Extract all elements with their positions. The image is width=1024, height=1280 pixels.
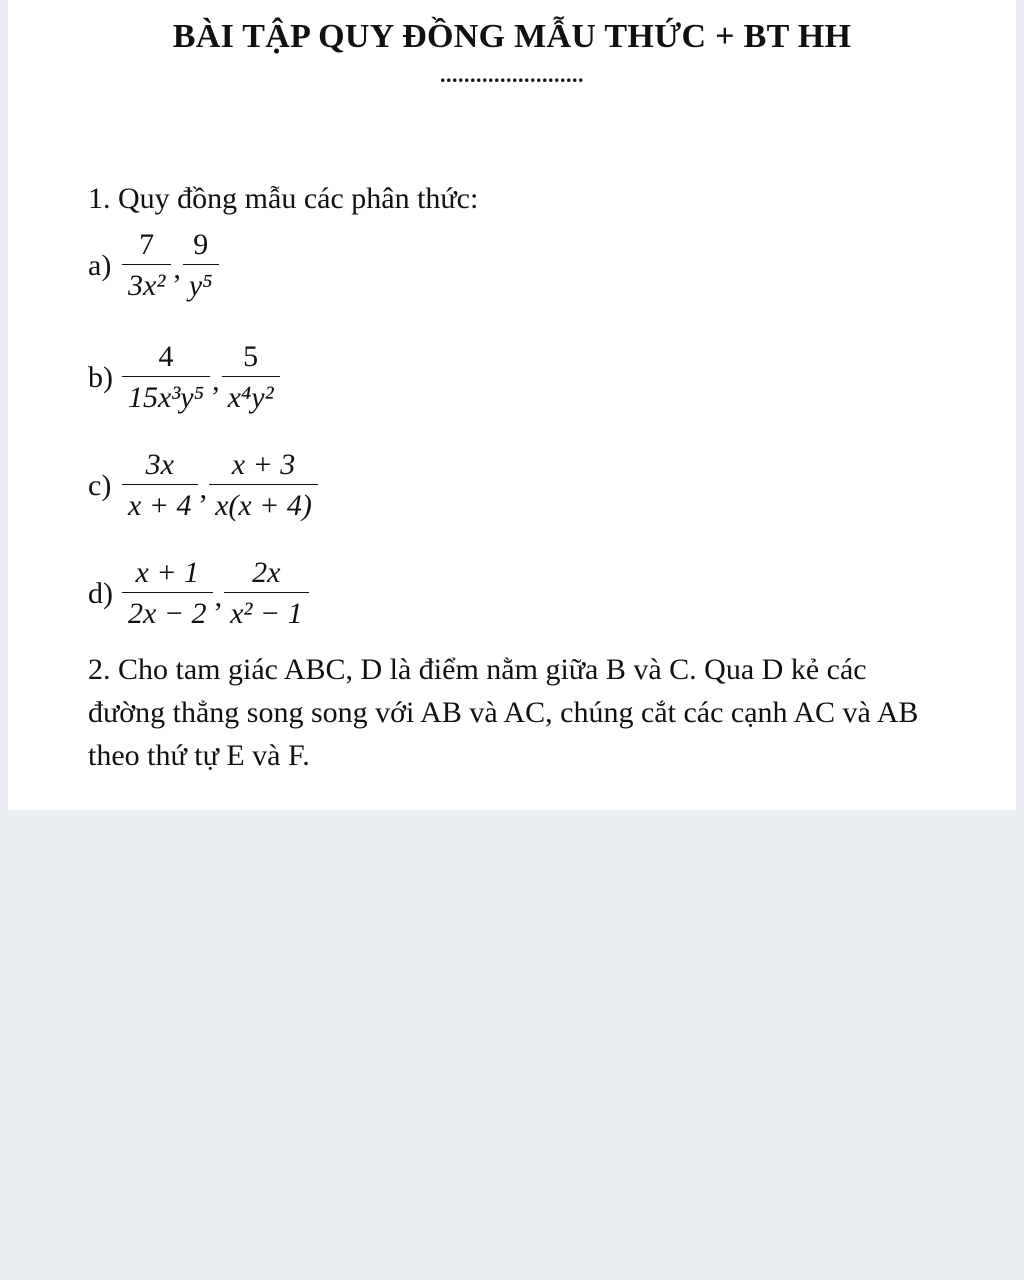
exercise-label: a): [88, 248, 112, 282]
fraction-c1: [122, 450, 198, 521]
exercise-label: b): [88, 360, 113, 394]
fraction-b1: [122, 342, 210, 413]
denominator: 15x³y⁵: [122, 376, 210, 413]
numerator: 3x: [145, 448, 174, 481]
numerator: 5: [243, 340, 259, 373]
numerator: x + 1: [135, 556, 200, 589]
fraction-c2: [209, 450, 318, 521]
fraction-d1: [122, 558, 213, 629]
denominator: 3x²: [122, 264, 171, 301]
exercise-label: d): [88, 576, 113, 610]
fraction-a2: [183, 230, 219, 301]
question-1-heading: 1. Quy đồng mẫu các phân thức:: [88, 182, 479, 215]
fraction-a1: [122, 230, 171, 301]
comma: ,: [214, 579, 223, 613]
numerator: 4: [158, 340, 174, 373]
numerator: 7: [139, 228, 155, 261]
exercise-label: c): [88, 468, 112, 502]
exercise-d: [88, 558, 309, 629]
denominator: x⁴y²: [222, 376, 280, 413]
comma: ,: [199, 471, 208, 505]
document-page: [8, 0, 1016, 810]
numerator: 9: [193, 228, 209, 261]
fraction-b2: [222, 342, 280, 413]
question-2-text: 2. Cho tam giác ABC, D là điểm nằm giữa B và C. Qua D kẻ các đường thẳng song song với AB và AC, chúng cắt các cạnh AC và AB theo thứ tự E và F.: [88, 653, 919, 772]
page-title: BÀI TẬP QUY ĐỒNG MẪU THỨC + BT HH: [172, 18, 852, 55]
exercise-b: [88, 342, 280, 413]
denominator: x(x + 4): [209, 484, 318, 521]
fraction-d2: [224, 558, 309, 629]
denominator: x + 4: [122, 484, 198, 521]
denominator: y⁵: [183, 264, 219, 301]
numerator: x + 3: [231, 448, 296, 481]
denominator: x² − 1: [224, 592, 309, 629]
exercise-a: [88, 230, 219, 301]
comma: ,: [212, 363, 220, 397]
numerator: 2x: [252, 556, 281, 589]
title-separator: ........................: [440, 62, 584, 87]
denominator: 2x − 2: [122, 592, 213, 629]
exercise-c: [88, 450, 318, 521]
comma: ,: [173, 251, 181, 285]
